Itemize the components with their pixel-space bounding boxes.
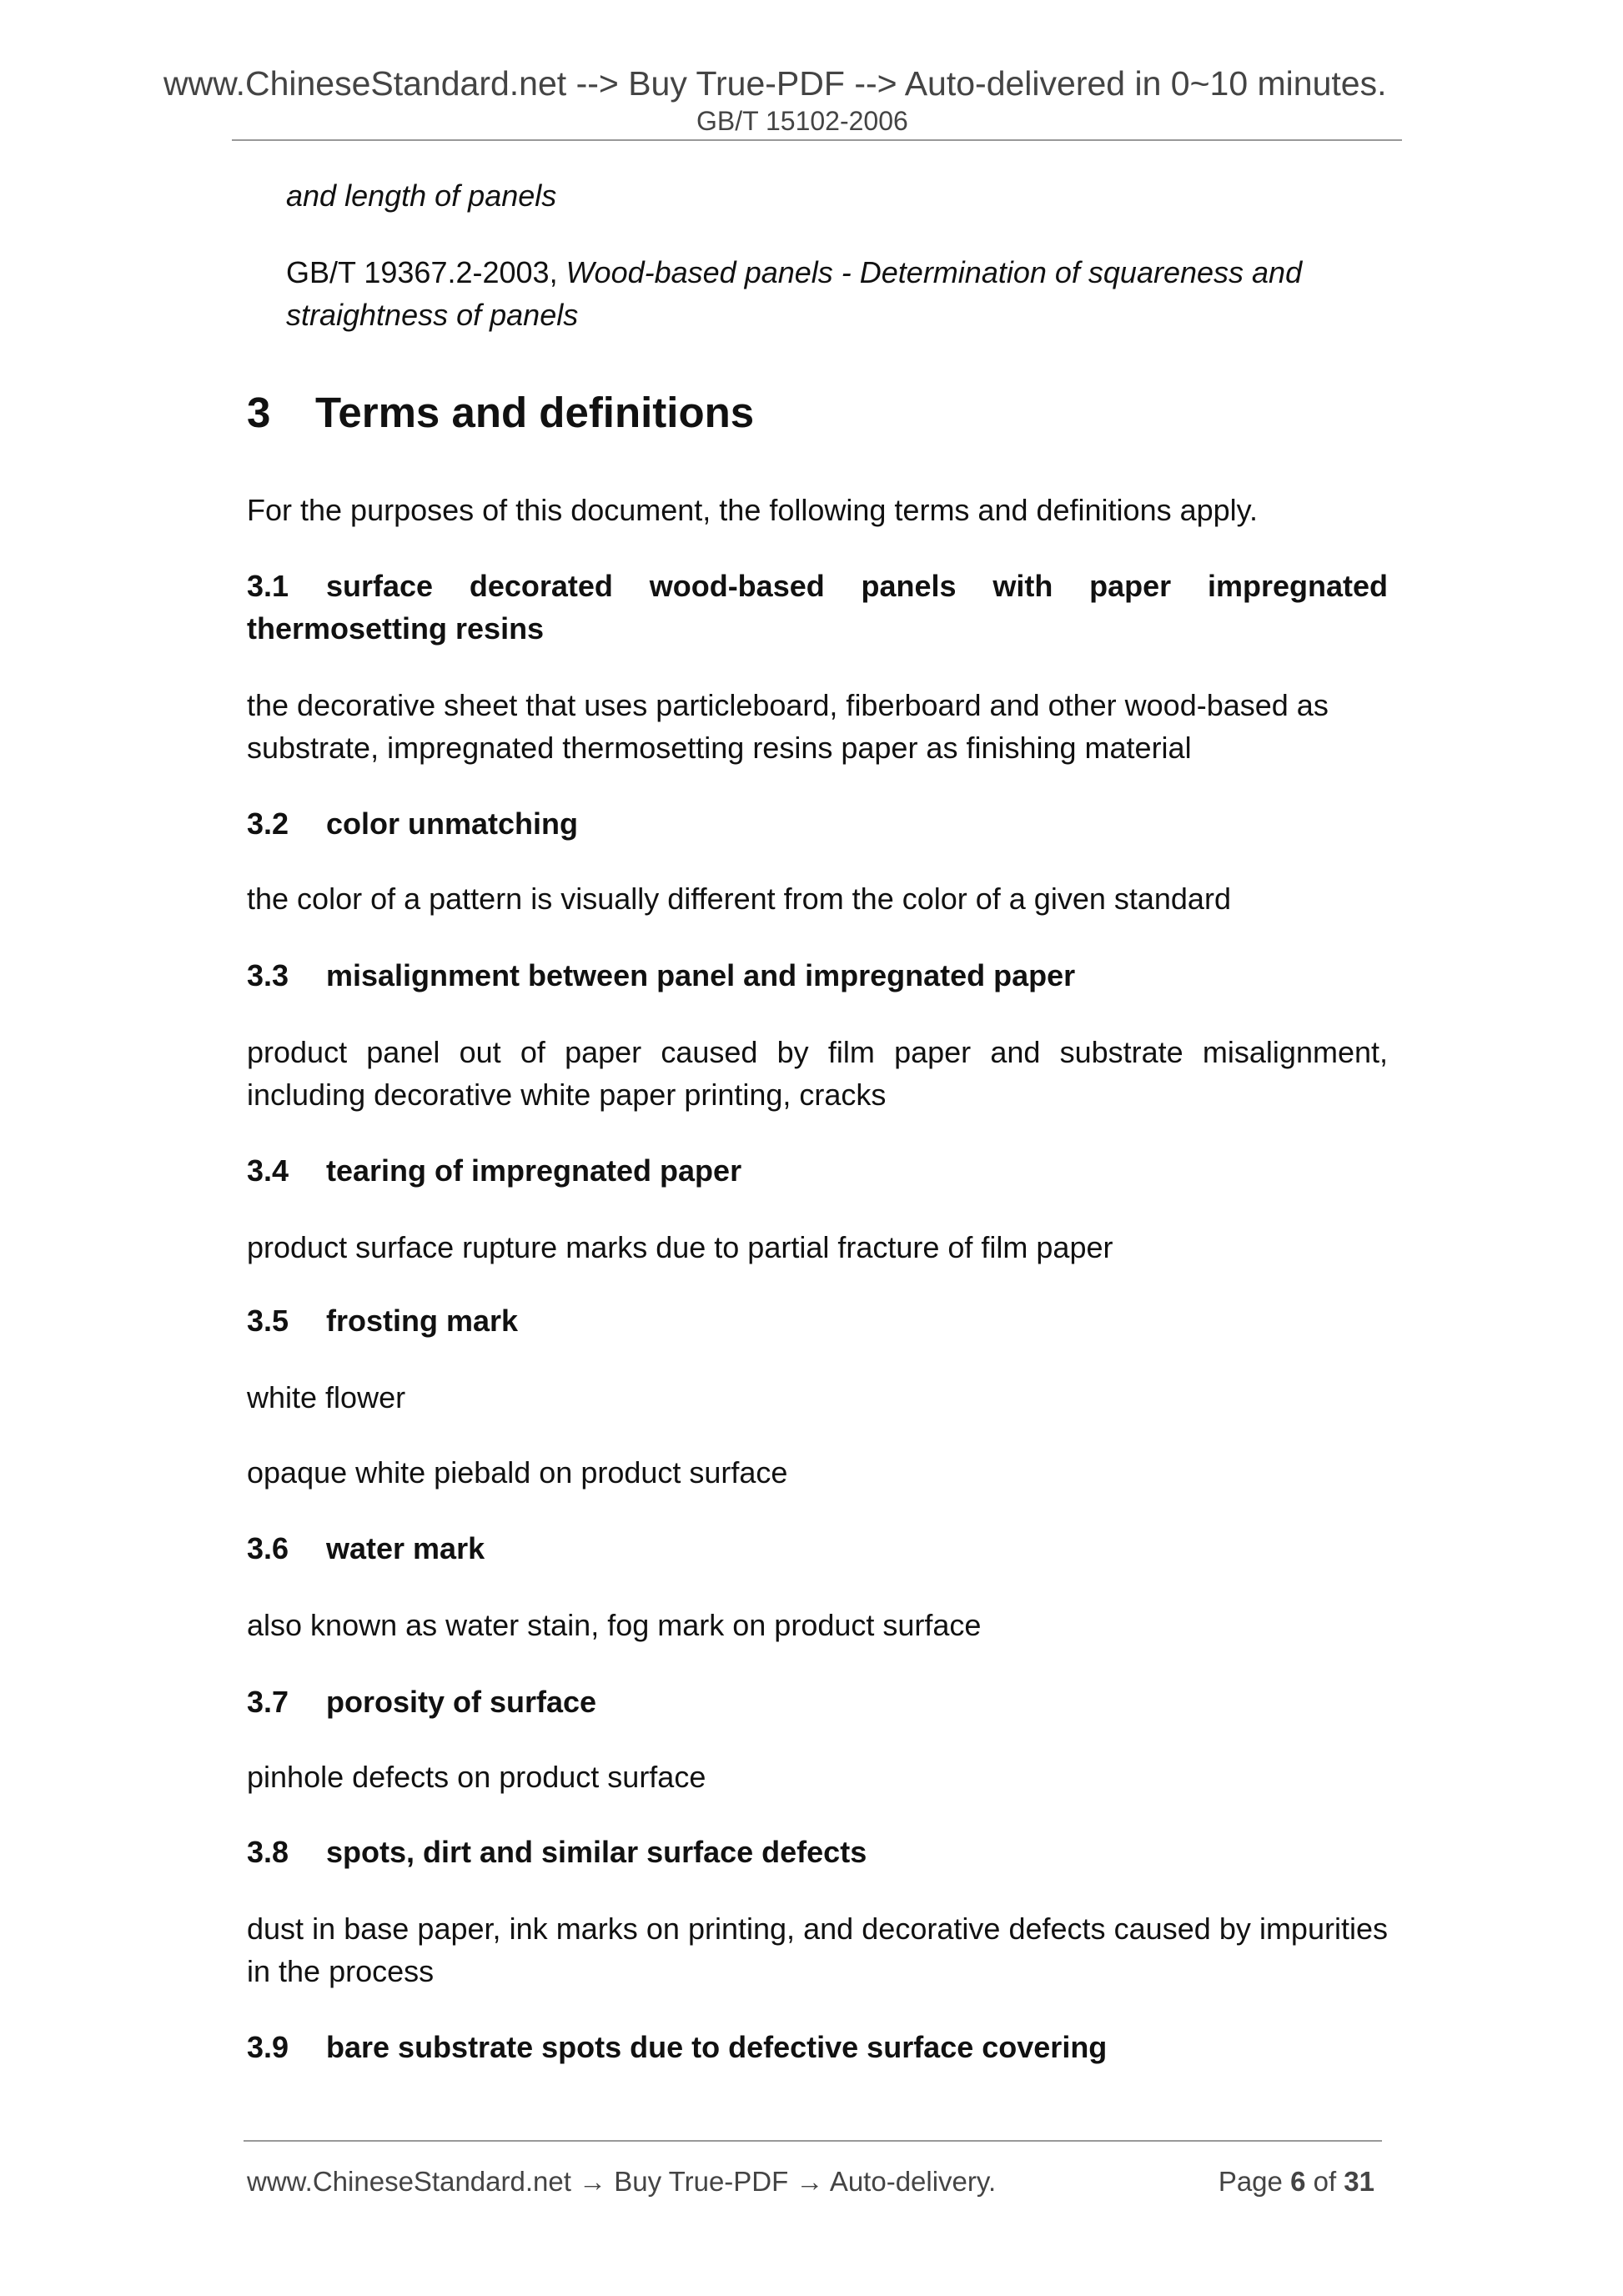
term-definition: product surface rupture marks due to partial fracture of film paper [247, 1230, 1113, 1264]
section-intro: For the purposes of this document, the following terms and definitions apply. [247, 493, 1258, 527]
section-heading [247, 385, 754, 440]
term-heading [247, 565, 1388, 650]
footer-text: → Buy True-PDF → Auto-delivery. [570, 2166, 997, 2197]
term-title: misalignment between panel and impregnated paper [326, 958, 1076, 992]
term-title: tearing of impregnated paper [326, 1153, 742, 1188]
term-heading [247, 1527, 1388, 1570]
footer-link[interactable]: www.ChineseStandard.net [247, 2166, 571, 2197]
page-label: Page [1218, 2166, 1291, 2197]
term-heading [247, 2026, 1388, 2068]
term-title: spots, dirt and similar surface defects [326, 1835, 867, 1869]
term-heading [247, 1299, 1388, 1342]
term-definition: product panel out of paper caused by film paper and substrate misalignment, including decorative white paper printing, cracks [247, 1035, 1388, 1112]
term-title: water mark [326, 1531, 485, 1565]
term-definition: white flower [247, 1380, 406, 1414]
reference-continuation: and length of panels [286, 178, 557, 213]
term-number: 3.7 [247, 1685, 289, 1719]
term-definition: the decorative sheet that uses particleboard, fiberboard and other wood-based as substrate, impregnated thermosetting resins paper as finishing material [247, 688, 1329, 765]
term-heading [247, 802, 1388, 845]
of-label: of [1305, 2166, 1344, 2197]
term-number: 3.2 [247, 806, 289, 841]
term-title: color unmatching [326, 806, 579, 841]
term-definition: also known as water stain, fog mark on product surface [247, 1608, 982, 1642]
term-number: 3.6 [247, 1531, 289, 1565]
term-number: 3.4 [247, 1153, 289, 1188]
header-banner[interactable]: www.ChineseStandard.net --> Buy True-PDF --> Auto-delivered in 0~10 minutes. [163, 64, 1387, 103]
reference-title: Wood-based panels - Determination of squareness and straightness of panels [286, 255, 1303, 332]
term-definition: dust in base paper, ink marks on printing, and decorative defects caused by impurities in the process [247, 1912, 1388, 1988]
term-title: surface decorated wood-based panels with paper impregnated thermosetting resins [247, 569, 1388, 646]
term-title: bare substrate spots due to defective surface covering [326, 2030, 1108, 2064]
section-number: 3 [247, 389, 271, 436]
term-number: 3.8 [247, 1835, 289, 1869]
term-heading [247, 954, 1388, 997]
standard-number: GB/T 15102-2006 [696, 106, 908, 136]
term-number: 3.3 [247, 958, 289, 992]
term-number: 3.9 [247, 2030, 289, 2064]
reference-code: GB/T 19367.2-2003, [286, 255, 566, 289]
term-title: porosity of surface [326, 1685, 597, 1719]
term-number: 3.5 [247, 1304, 289, 1338]
term-definition: the color of a pattern is visually different from the color of a given standard [247, 882, 1231, 916]
header-rule [232, 139, 1402, 141]
footer-left [247, 2165, 996, 2198]
term-number: 3.1 [247, 569, 289, 603]
term-title: frosting mark [326, 1304, 519, 1338]
page-total: 31 [1344, 2166, 1374, 2197]
term-heading [247, 1831, 1388, 1873]
term-heading [247, 1149, 1388, 1192]
footer-rule [244, 2140, 1382, 2142]
reference-item [286, 251, 1388, 336]
term-heading [247, 1681, 1388, 1723]
page-number: 6 [1290, 2166, 1306, 2197]
term-definition: pinhole defects on product surface [247, 1760, 706, 1794]
page-indicator [1219, 2165, 1374, 2198]
term-definition: opaque white piebald on product surface [247, 1455, 788, 1490]
section-title: Terms and definitions [315, 389, 755, 436]
